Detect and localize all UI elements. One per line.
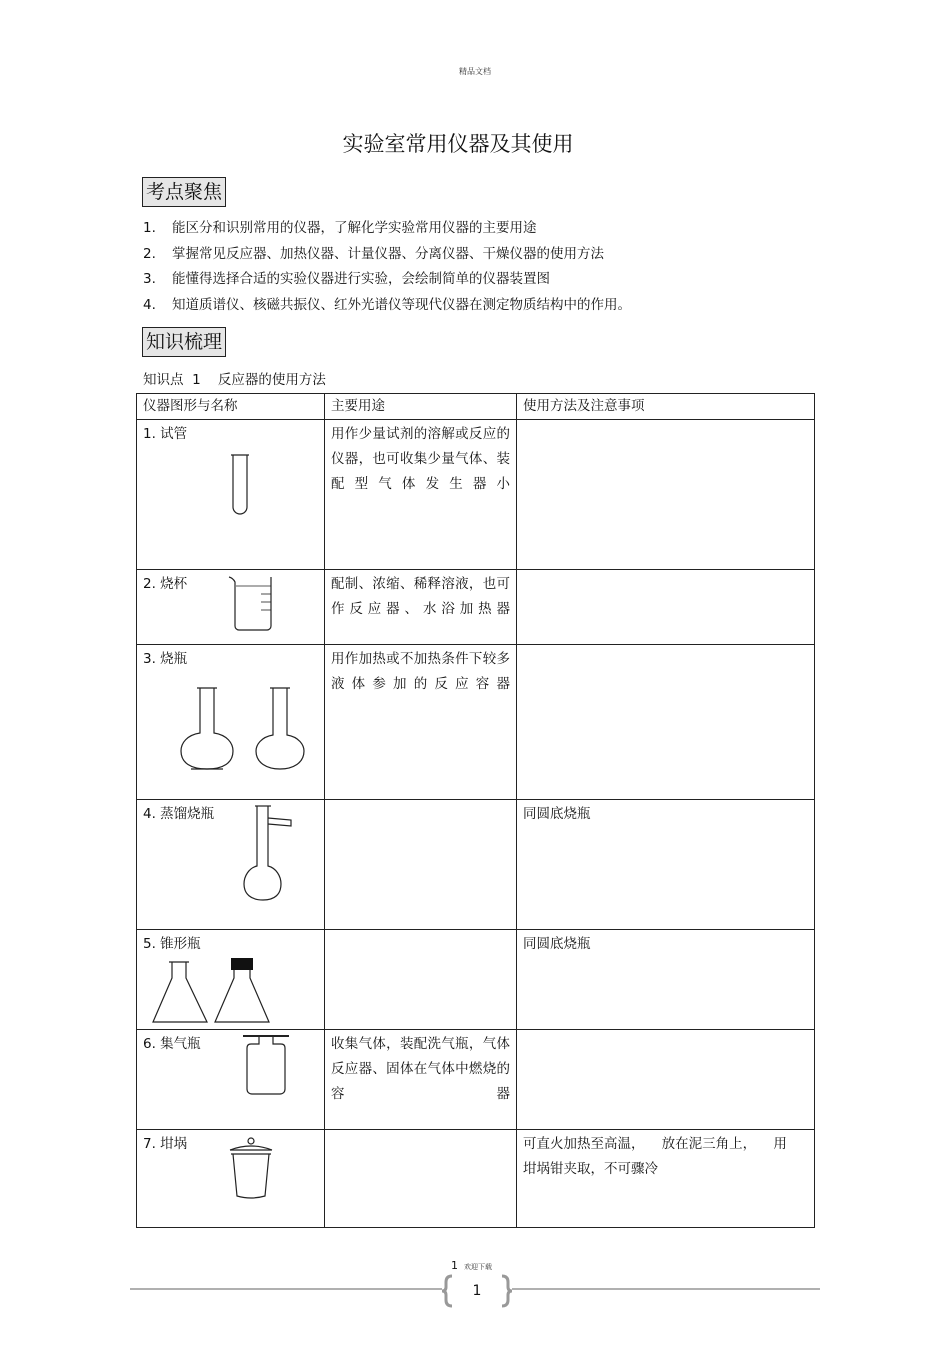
instrument-cell [137,1130,325,1228]
page-title: 实验室常用仪器及其使用 [342,132,574,156]
instrument-cell [137,800,325,930]
instrument-name: 6. 集气瓶 [143,1036,201,1052]
note-cell [517,420,815,570]
header-watermark: 精品文档 [459,67,491,76]
instrument-cell [137,570,325,645]
footer-line-right [512,1288,820,1290]
instrument-name: 1. 试管 [143,426,188,442]
table-row [137,570,815,645]
instrument-table [136,393,815,1228]
header-cell: 使用方法及注意事项 [517,394,815,420]
note-cell [517,570,815,645]
conical-flask-icon [151,960,209,1026]
use-cell: 配制、浓缩、稀释溶液，也可作反应器、水浴加热器 [325,570,517,645]
note-cell [517,645,815,800]
stoppered-conical-flask-icon [213,956,271,1026]
header-cell: 主要用途 [325,394,517,420]
crucible-icon [227,1136,275,1202]
instrument-cell [137,420,325,570]
use-cell [325,800,517,930]
note-cell [517,1130,815,1228]
table-row [137,800,815,930]
note-cell: 同圆底烧瓶 [517,930,815,1030]
note-line: 可直火加热至高温， 放在泥三角上， 用 [523,1136,787,1152]
header-cell: 仪器图形与名称 [137,394,325,420]
list-item: 3. 能懂得选择合适的实验仪器进行实验，会绘制简单的仪器装置图 [143,271,550,287]
flat-bottom-flask-icon [179,687,235,773]
list-item: 2. 掌握常见反应器、加热仪器、计量仪器、分离仪器、干燥仪器的使用方法 [143,245,604,262]
beaker-icon [227,574,277,634]
distillation-flask-icon [241,804,293,904]
instrument-name: 4. 蒸馏烧瓶 [143,806,215,822]
use-cell [325,1130,517,1228]
gas-collecting-bottle-icon [241,1034,291,1096]
table-row [137,645,815,800]
footer-line-left [130,1288,442,1290]
use-cell: 用作少量试剂的溶解或反应的仪器，也可收集少量气体、装配型气体发生器小 [325,420,517,570]
list-item: 1. 能区分和识别常用的仪器，了解化学实验常用仪器的主要用途 [143,220,537,236]
list-item: 4. 知道质谱仪、核磁共振仪、红外光谱仪等现代仪器在测定物质结构中的作用。 [143,296,631,313]
table-row [137,420,815,570]
use-cell: 收集气体，装配洗气瓶，气体反应器、固体在气体中燃烧的容器 [325,1030,517,1130]
section-heading-knowledge: 知识梳理 [142,327,226,357]
page-number: 1 [472,1283,482,1299]
table-header-row [137,394,815,420]
instrument-cell [137,930,325,1030]
instrument-name: 7. 坩埚 [143,1136,188,1152]
note-line: 坩埚钳夹取，不可骤冷 [523,1161,658,1177]
round-bottom-flask-icon [255,687,305,773]
objective-list [143,216,631,318]
footer-welcome: 欢迎下载 [464,1263,492,1271]
table-row [137,1130,815,1228]
note-cell: 同圆底烧瓶 [517,800,815,930]
instrument-name: 3. 烧瓶 [143,651,188,667]
table-row [137,1030,815,1130]
instrument-name: 5. 锥形瓶 [143,936,201,952]
section-heading-focus: 考点聚焦 [142,177,226,207]
knowledge-point-label: 知识点 1 反应器的使用方法 [143,372,326,388]
table-row [137,930,815,1030]
note-cell [517,1030,815,1130]
instrument-cell [137,645,325,800]
test-tube-icon [229,454,251,518]
footer-number: 1 [451,1259,458,1272]
instrument-name: 2. 烧杯 [143,576,188,592]
use-cell [325,930,517,1030]
instrument-cell [137,1030,325,1130]
use-cell: 用作加热或不加热条件下较多液体参加的反应容器 [325,645,517,800]
